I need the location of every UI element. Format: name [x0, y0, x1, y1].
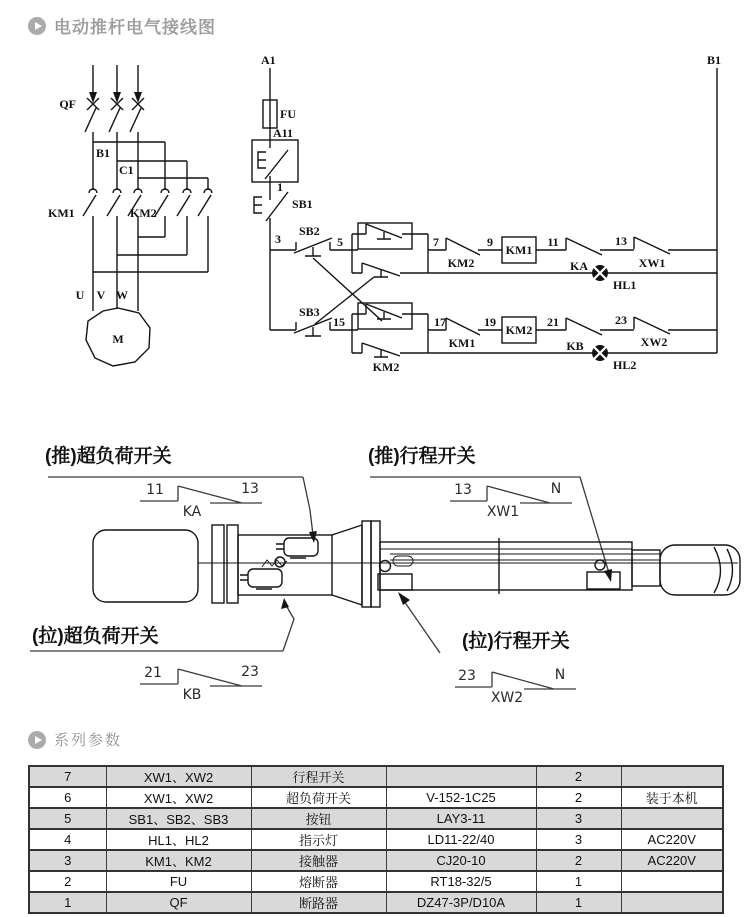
ka-switch-glyph — [140, 481, 262, 520]
label-km2-hold: KM2 — [372, 360, 400, 374]
branch-feeds — [93, 142, 208, 190]
push-travel-switch-block — [587, 572, 620, 589]
pull-travel-arrow-icon — [398, 592, 410, 605]
table-row — [29, 766, 723, 787]
label-a1: A1 — [261, 53, 276, 67]
label-hl1: HL1 — [613, 278, 637, 292]
label-c1-node: C1 — [119, 163, 134, 177]
rod-reducer — [632, 550, 660, 586]
cell-name: 熔断器 — [251, 871, 386, 892]
push-travel-arrow-icon — [604, 569, 612, 582]
label-kb: KB — [566, 339, 584, 353]
table-row — [29, 892, 723, 913]
pull-travel-title: (拉)行程开关 — [462, 631, 570, 652]
cell-model: LD11-22/40 — [386, 829, 536, 850]
cell-code: SB1、SB2、SB3 — [106, 808, 251, 829]
cell-note — [621, 871, 723, 892]
label-hl2: HL2 — [613, 358, 637, 372]
motor-flange — [227, 525, 238, 603]
params-section-title: 系列参数 — [54, 732, 123, 749]
kb-terminal-a: 21 — [144, 665, 162, 681]
cell-no: 4 — [29, 829, 106, 850]
cell-model: DZ47-3P/D10A — [386, 892, 536, 913]
control-circuit — [252, 53, 721, 374]
label-a11: A11 — [273, 126, 294, 140]
kb-terminal-b: 23 — [241, 664, 259, 680]
xw2-terminal-b: N — [554, 667, 566, 683]
cell-qty: 1 — [536, 871, 621, 892]
contactor-terminals — [89, 189, 212, 193]
xw1-switch-glyph — [450, 481, 572, 520]
wiring-section-title: 电动推杆电气接线图 — [54, 18, 216, 37]
sb2-symbol — [294, 238, 332, 256]
push-travel-leader — [370, 477, 609, 573]
row1-lower-contact — [362, 263, 400, 277]
label-v: V — [96, 288, 106, 302]
ka-terminal-b: 13 — [241, 481, 259, 497]
cell-qty: 3 — [536, 829, 621, 850]
cell-code: XW1、XW2 — [106, 787, 251, 808]
table-row — [29, 808, 723, 829]
cell-no: 3 — [29, 850, 106, 871]
parts-table — [28, 765, 724, 914]
actuator-body — [93, 521, 740, 607]
km1-nc-contact — [446, 318, 480, 335]
cell-no: 2 — [29, 871, 106, 892]
sb1-symbol — [254, 192, 288, 221]
table-row — [29, 850, 723, 871]
cell-note: AC220V — [621, 850, 723, 871]
label-xw2: XW2 — [640, 335, 668, 349]
cell-qty: 1 — [536, 892, 621, 913]
km2-nc-contact — [446, 238, 480, 255]
push-travel-title: (推)行程开关 — [368, 446, 476, 467]
label-sb1: SB1 — [292, 197, 313, 211]
kb-contact — [566, 318, 602, 335]
label-motor: M — [112, 332, 124, 346]
label-node19: 19 — [484, 315, 496, 329]
label-node23: 23 — [615, 313, 627, 327]
kb-name: KB — [182, 687, 202, 703]
ka-name: KA — [182, 504, 202, 520]
cell-name: 指示灯 — [251, 829, 386, 850]
label-ka: KA — [570, 259, 588, 273]
table-row — [29, 871, 723, 892]
play-bullet-icon — [28, 17, 46, 35]
handset-button-symbol — [258, 150, 288, 179]
label-node9: 9 — [487, 235, 493, 249]
cell-note — [621, 892, 723, 913]
xw2-switch-glyph — [455, 667, 576, 706]
cell-code: HL1、HL2 — [106, 829, 251, 850]
cell-model — [386, 766, 536, 787]
cell-name: 行程开关 — [251, 766, 386, 787]
cell-no: 5 — [29, 808, 106, 829]
table-row — [29, 787, 723, 808]
cell-qty: 3 — [536, 808, 621, 829]
label-b1-rail: B1 — [707, 53, 722, 67]
label-km1-nc: KM1 — [448, 336, 476, 350]
bell-transition — [332, 525, 362, 605]
km2-hold-contact — [362, 343, 400, 357]
cell-model: V-152-1C25 — [386, 787, 536, 808]
label-sb3: SB3 — [299, 305, 320, 319]
ka-terminal-a: 11 — [146, 482, 164, 498]
clevis-grooves — [714, 547, 733, 593]
cell-note — [621, 808, 723, 829]
xw1-name: XW1 — [486, 504, 520, 520]
cell-note: 装于本机 — [621, 787, 723, 808]
label-node3: 3 — [275, 232, 281, 246]
motor-housing — [93, 530, 198, 602]
handset-box — [252, 140, 298, 182]
xw1-terminal-b: N — [550, 481, 562, 497]
label-fu: FU — [280, 107, 296, 121]
label-node7: 7 — [433, 235, 439, 249]
cell-name: 超负荷开关 — [251, 787, 386, 808]
label-node17: 17 — [434, 315, 446, 329]
label-sb2: SB2 — [299, 224, 320, 238]
cell-code: FU — [106, 871, 251, 892]
motor-feed-wires — [93, 216, 208, 311]
params-section-header — [28, 729, 122, 750]
label-node1: 1 — [277, 180, 283, 194]
kb-switch-glyph — [140, 664, 262, 703]
wiring-section-header — [28, 13, 216, 38]
xw1-contact — [634, 237, 670, 254]
supply-lines — [93, 65, 138, 95]
label-u: U — [75, 288, 85, 302]
push-overload-microswitch — [284, 538, 318, 556]
motor-flange — [212, 525, 224, 603]
cell-model: RT18-32/5 — [386, 871, 536, 892]
label-node15: 15 — [333, 315, 345, 329]
pull-travel-switch-block — [378, 574, 412, 590]
label-km2-nc: KM2 — [447, 256, 475, 270]
label-km1-coil: KM1 — [505, 243, 533, 257]
cell-note: AC220V — [621, 829, 723, 850]
pull-travel-leader — [404, 601, 440, 653]
cell-no: 6 — [29, 787, 106, 808]
xw2-contact — [634, 317, 670, 334]
xw2-terminal-a: 23 — [458, 668, 476, 684]
lever-pivot — [275, 557, 285, 567]
label-b1-node: B1 — [96, 146, 111, 160]
breaker-blades — [85, 108, 141, 132]
ka-contact — [566, 238, 602, 255]
sb3-symbol — [294, 318, 332, 336]
actuator-drawing — [0, 435, 750, 725]
label-xw1: XW1 — [638, 256, 666, 270]
cell-no: 1 — [29, 892, 106, 913]
pull-overload-microswitch — [248, 569, 282, 587]
cell-code: QF — [106, 892, 251, 913]
cell-name: 按钮 — [251, 808, 386, 829]
rod-nut — [393, 556, 413, 566]
cell-name: 断路器 — [251, 892, 386, 913]
label-km2: KM2 — [130, 206, 157, 220]
cell-name: 接触器 — [251, 850, 386, 871]
label-node5: 5 — [337, 235, 343, 249]
pull-overload-title: (拉)超负荷开关 — [32, 626, 159, 647]
tube-flange — [371, 521, 380, 607]
wiring-schematic — [0, 40, 750, 402]
label-km1: KM1 — [48, 206, 75, 220]
label-node13: 13 — [615, 234, 627, 248]
cell-code: XW1、XW2 — [106, 766, 251, 787]
row1-boxed-contact — [366, 224, 402, 239]
push-overload-arrow-icon — [309, 531, 317, 543]
label-qf: QF — [59, 97, 76, 111]
piston-rod-lines — [380, 549, 660, 560]
push-overload-title: (推)超负荷开关 — [45, 446, 172, 467]
interlock-links — [313, 258, 382, 324]
pull-travel-roller — [380, 561, 391, 572]
label-km2-coil: KM2 — [505, 323, 533, 337]
tube-flange — [362, 521, 371, 607]
table-row — [29, 829, 723, 850]
label-node21: 21 — [547, 315, 559, 329]
cell-model: CJ20-10 — [386, 850, 536, 871]
push-travel-roller — [595, 560, 605, 570]
power-circuit — [48, 65, 212, 366]
cell-qty: 2 — [536, 850, 621, 871]
cell-qty: 2 — [536, 787, 621, 808]
xw1-terminal-a: 13 — [454, 482, 472, 498]
cell-code: KM1、KM2 — [106, 850, 251, 871]
phase-cross-links — [93, 237, 208, 272]
label-node11: 11 — [547, 235, 559, 249]
cell-model: LAY3-11 — [386, 808, 536, 829]
label-w: W — [116, 288, 128, 302]
cell-no: 7 — [29, 766, 106, 787]
play-bullet-icon — [28, 731, 46, 749]
xw2-name: XW2 — [490, 690, 524, 706]
cell-note — [621, 766, 723, 787]
cell-qty: 2 — [536, 766, 621, 787]
push-overload-leader — [48, 477, 313, 535]
